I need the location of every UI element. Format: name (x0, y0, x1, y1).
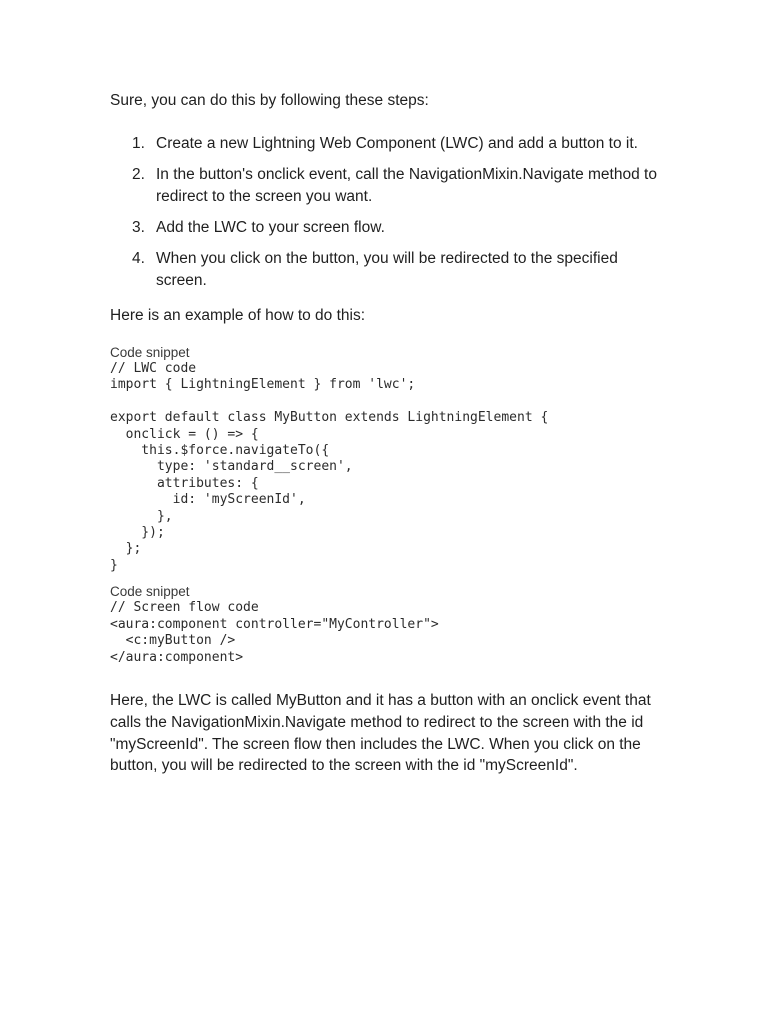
summary-text: Here, the LWC is called MyButton and it has a button with an onclick event that calls the NavigationMixin.Navigate method to redirect to the screen with the id "myScreenId". The screen flow then includes the LWC. When you click on the button, you will be redirected to the screen with the id "myScreenId". (110, 691, 651, 775)
step-text: Create a new Lightning Web Component (LWC) and add a button to it. (156, 135, 638, 152)
step-text: In the button's onclick event, call the NavigationMixin.Navigate method to redirect to the screen you want. (156, 166, 657, 205)
list-item (110, 164, 670, 208)
code-snippet-label: Code snippet (110, 345, 190, 360)
code-block: // Screen flow code <aura:component controller="MyController"> <c:myButton /> </aura:component> (110, 600, 439, 665)
step-number: 1. (132, 135, 145, 152)
step-number: 3. (132, 219, 145, 236)
intro-text: Sure, you can do this by following these steps: (110, 92, 429, 109)
step-number: 4. (132, 250, 145, 267)
step-text: Add the LWC to your screen flow. (156, 219, 385, 236)
document-page (110, 90, 670, 777)
example-intro-text: Here is an example of how to do this: (110, 307, 366, 324)
code-block: // LWC code import { LightningElement } from 'lwc'; export default class MyButton extends LightningElement { onclick = () => { this.$force.navigateTo({ type: 'standard__screen', attributes: { id: 'myScreenId', }, }); }; } (110, 361, 549, 573)
code-snippet-label: Code snippet (110, 584, 190, 600)
list-item (110, 217, 670, 239)
step-text: When you click on the button, you will be redirected to the specified screen. (156, 250, 618, 289)
list-item (110, 248, 670, 292)
list-item (110, 133, 670, 155)
code-snippet-screen-flow (110, 584, 670, 666)
code-snippet-lwc (110, 345, 670, 574)
steps-list (110, 133, 670, 292)
step-number: 2. (132, 166, 145, 183)
